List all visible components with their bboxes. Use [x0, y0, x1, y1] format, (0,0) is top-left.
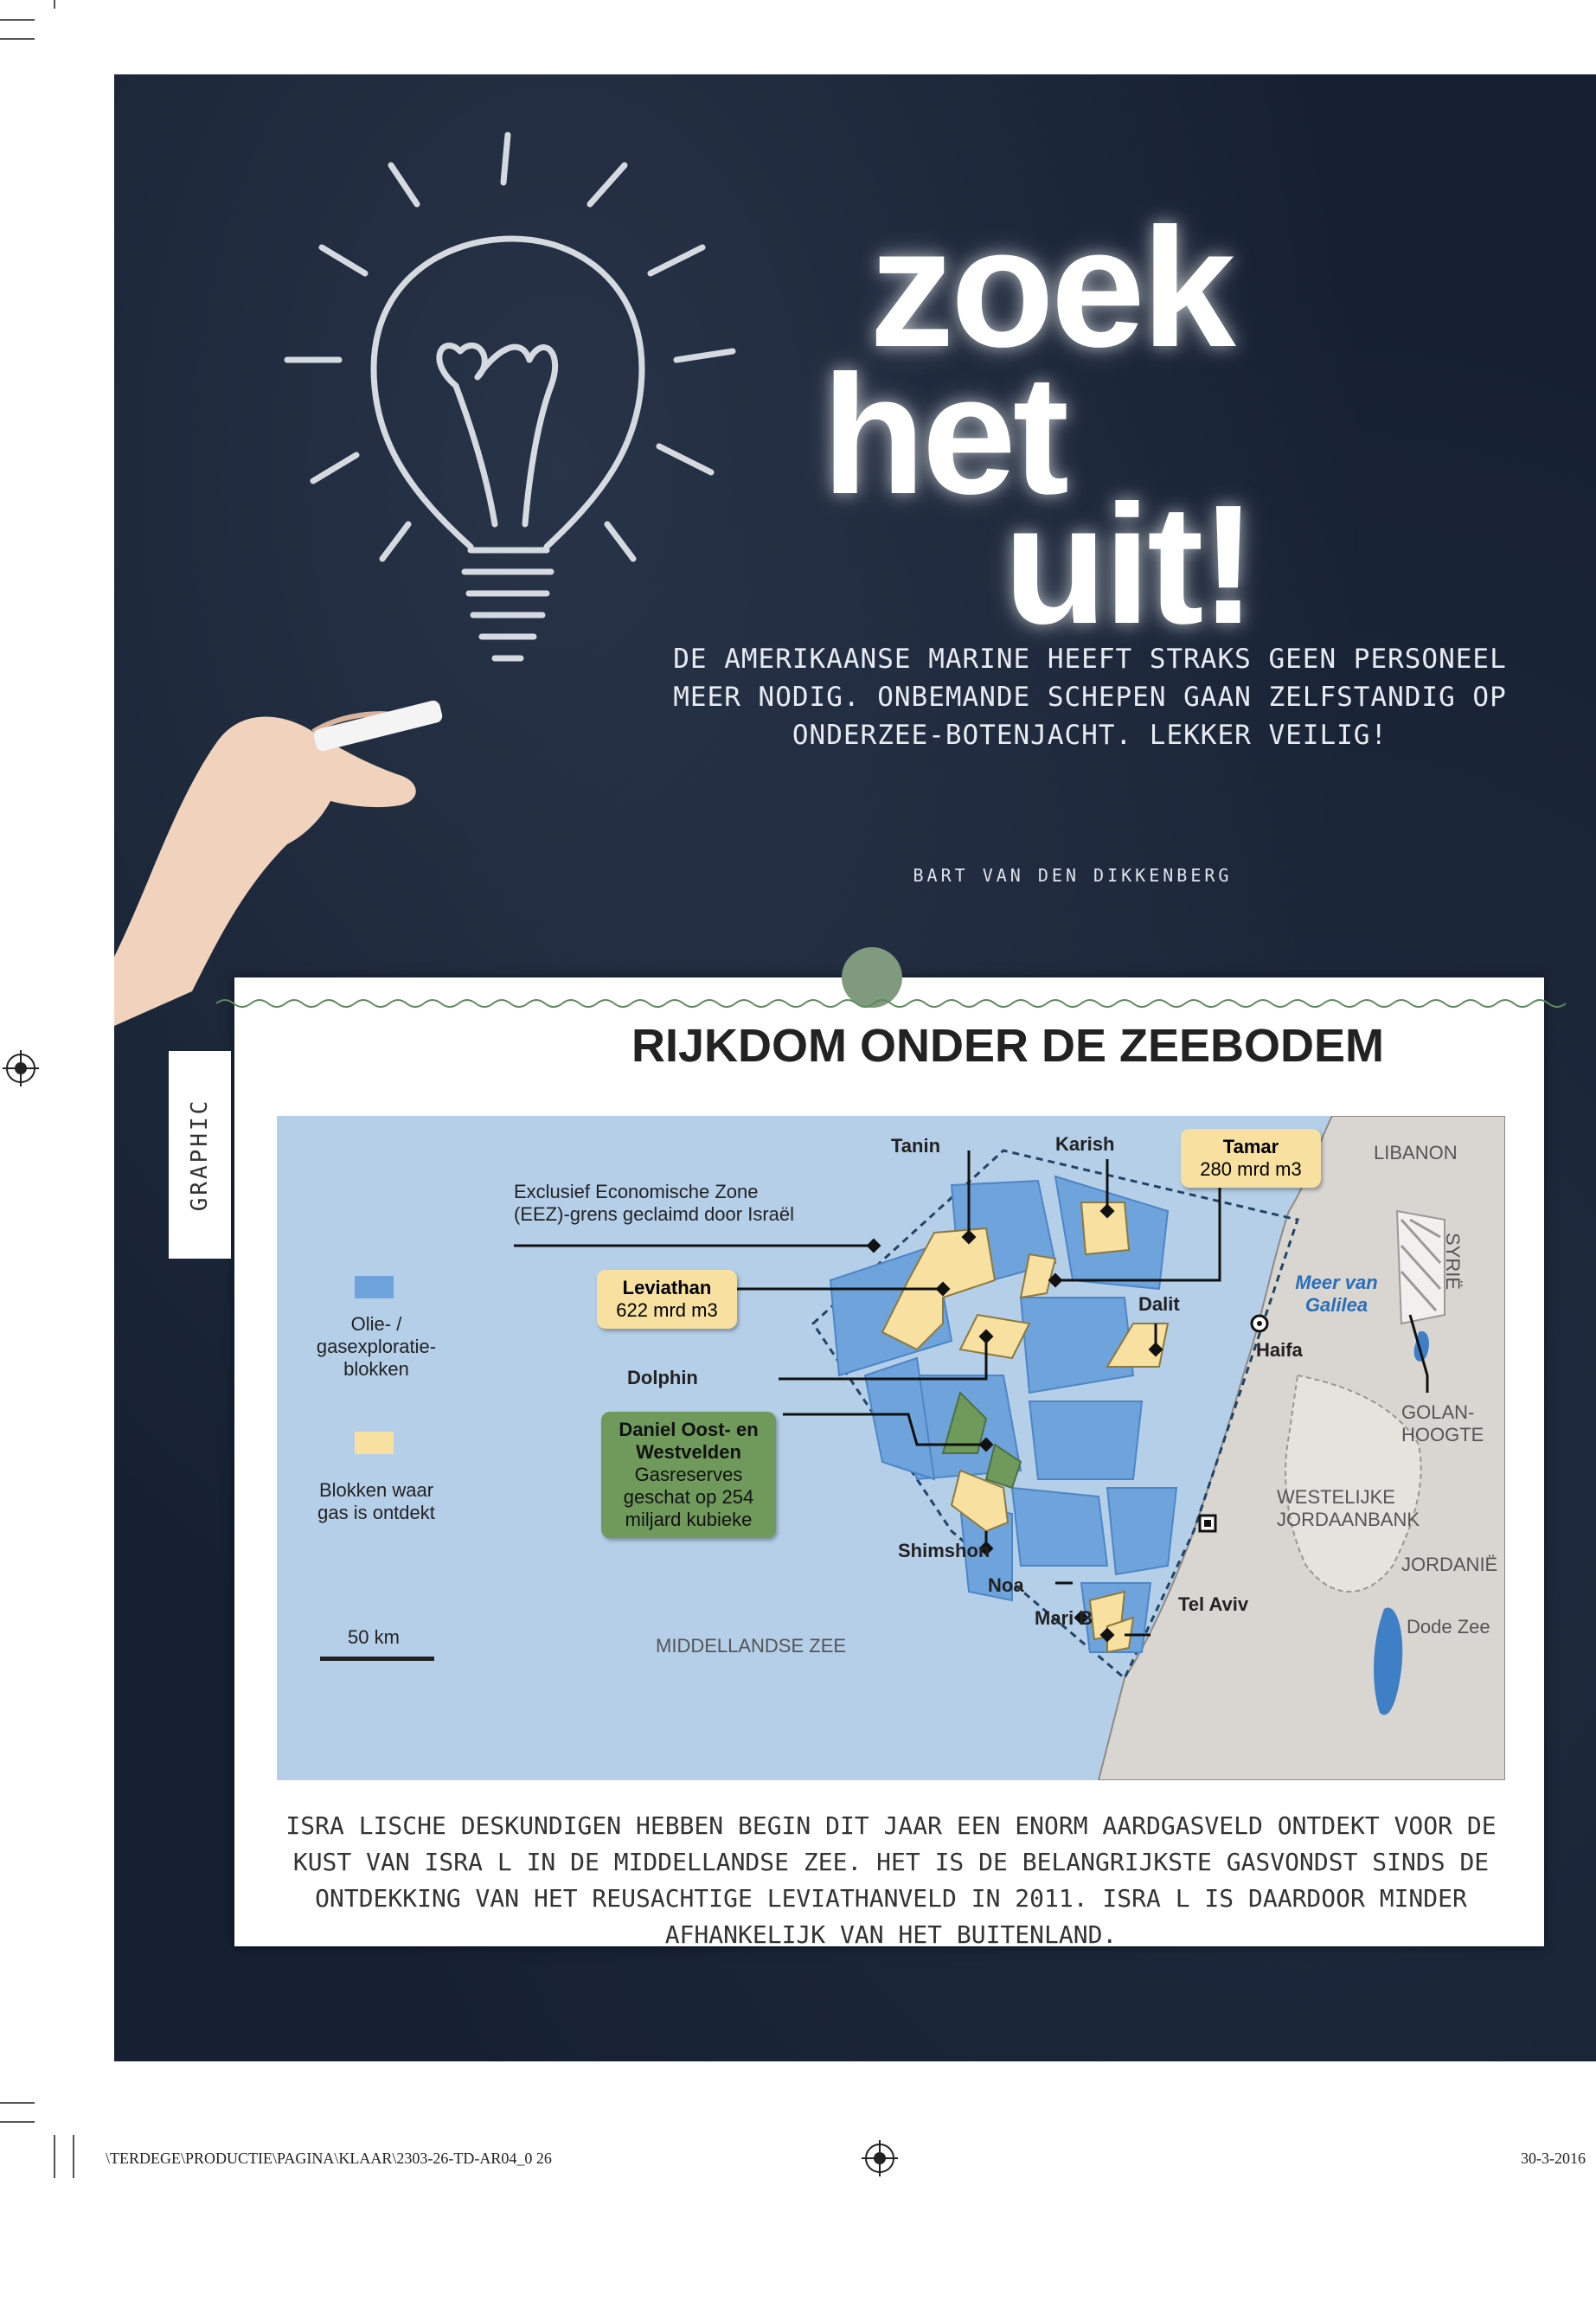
crop-mark — [0, 19, 35, 21]
graphic-caption: ISRA LISCHE DESKUNDIGEN HEBBEN BEGIN DIT JAAR EEN ENORM AARDGASVELD ONTDEKT VOOR DE KUST VAN ISRA L IN DE MIDDELLANDSE ZEE. HET IS DE BELANGRIJKSTE GASVONDST SINDS DE ONTDEKKING VAN HET REUSACHTIGE LEVIATHANVELD IN 2011. ISRA L IS DAARDOOR MINDER AFHANKELIJK VAN HET BUITENLAND. — [285, 1811, 1497, 1949]
intro-text: DE AMERIKAANSE MARINE HEEFT STRAKS GEEN PERSONEEL MEER NODIG. ONBEMANDE SCHEPEN GAAN ZELFSTANDIG OP ONDERZEE-BOTENJACHT. LEKKER VEILIG! — [673, 644, 1507, 751]
label-dode-zee: Dode Zee — [1407, 1616, 1490, 1638]
label-jordanie: JORDANIË — [1401, 1554, 1498, 1575]
leviathan-name: Leviathan — [622, 1277, 712, 1298]
author-byline: BART VAN DEN DIKKENBERG — [913, 865, 1233, 886]
graphic-tab-label: GRAPHIC — [187, 1098, 213, 1212]
label-meer-van-galilea: Meer van Galilea — [1295, 1272, 1378, 1316]
label-haifa: Haifa — [1256, 1339, 1303, 1361]
label-golan: GOLAN-HOOGTE — [1401, 1401, 1484, 1445]
daniel-name: Daniel Oost- en Westvelden — [619, 1419, 759, 1463]
label-karish: Karish — [1055, 1133, 1115, 1155]
label-middellandse-zee: MIDDELLANDSE ZEE — [656, 1635, 847, 1657]
gas-fields-map — [277, 1116, 1505, 1780]
callout-leviathan — [597, 1270, 737, 1329]
headline-zoek: zoek — [869, 193, 1233, 382]
footer-date: 30-3-2016 — [1521, 2150, 1586, 2167]
map-geography — [277, 1116, 1505, 1780]
label-syrie: SYRIË — [1442, 1233, 1464, 1291]
label-noa: Noa — [988, 1574, 1024, 1596]
graphic-tab — [169, 1051, 231, 1259]
label-tel-aviv: Tel Aviv — [1178, 1593, 1249, 1615]
crop-mark — [54, 0, 55, 9]
scale-bar-label: 50 km — [348, 1626, 400, 1648]
label-dolphin: Dolphin — [627, 1367, 698, 1388]
tamar-value: 280 mrd m3 — [1200, 1158, 1302, 1180]
crop-mark — [0, 38, 35, 40]
eez-note: Exclusief Economische Zone (EEZ)-grens geclaimd door Israël — [514, 1181, 795, 1225]
crop-mark — [0, 2102, 35, 2104]
tamar-name: Tamar — [1222, 1136, 1279, 1157]
graphic-title: RIJKDOM ONDER DE ZEEBODEM — [631, 1020, 1385, 1072]
legend-gas-label: Blokken waar gas is ontdekt — [317, 1479, 435, 1523]
crop-mark — [0, 2121, 35, 2123]
crop-mark — [73, 2135, 74, 2178]
crop-mark — [54, 2135, 55, 2178]
label-mari-b: Mari B — [1035, 1607, 1093, 1629]
registration-mark — [6, 1054, 35, 1083]
label-dalit: Dalit — [1138, 1293, 1180, 1315]
wavy-divider — [216, 995, 1596, 1012]
registration-mark — [865, 2144, 894, 2173]
daniel-desc: Gasreserves geschat op 254 miljard kubieke — [623, 1464, 754, 1530]
label-westbank: WESTELIJKE JORDAANBANK — [1277, 1486, 1420, 1530]
headline-uit: uit! — [1003, 470, 1253, 659]
headline-het: het — [822, 340, 1066, 529]
callout-daniel — [601, 1412, 776, 1538]
leviathan-value: 622 mrd m3 — [616, 1299, 718, 1321]
legend-blocks-label: Olie- / gasexploratie-blokken — [316, 1313, 437, 1380]
label-shimshon: Shimshon — [898, 1540, 990, 1561]
callout-tamar — [1181, 1129, 1321, 1188]
label-tanin: Tanin — [891, 1135, 941, 1157]
label-libanon: LIBANON — [1374, 1142, 1458, 1163]
footer-file-path: \TERDEGE\PRODUCTIE\PAGINA\KLAAR\2303-26-TD-AR04_0 26 — [106, 2150, 552, 2167]
